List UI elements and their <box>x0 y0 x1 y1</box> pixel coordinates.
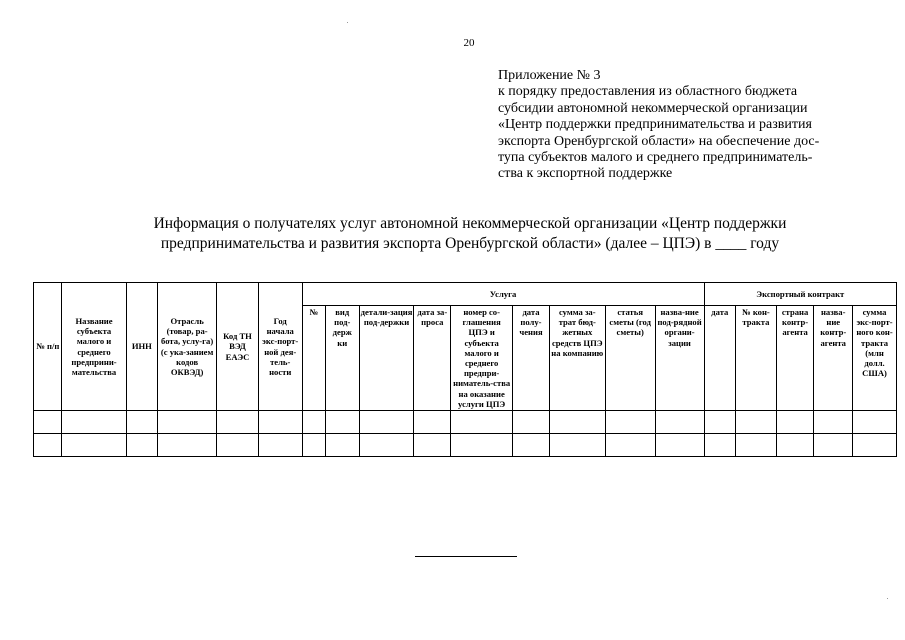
table-cell <box>513 434 550 457</box>
header-counterparty-name: назва-ние контр-агента <box>814 306 853 411</box>
table-cell <box>513 411 550 434</box>
table-cell <box>549 411 605 434</box>
header-budget-item: статья сметы (год сметы) <box>605 306 655 411</box>
table-cell <box>62 411 126 434</box>
table-cell <box>414 434 451 457</box>
header-request-date: дата за-проса <box>414 306 451 411</box>
header-receipt-date: дата полу-чения <box>513 306 550 411</box>
header-service-number: № <box>302 306 325 411</box>
header-tn-ved: Код ТН ВЭД ЕАЭС <box>217 283 259 411</box>
table-cell <box>655 411 704 434</box>
scan-speck <box>347 22 348 23</box>
header-subject-name: Название субъекта малого и среднего предприни-мательства <box>62 283 126 411</box>
table-cell <box>776 411 814 434</box>
header-contract-amount: сумма экс-порт-ного кон-тракта (млн долл. США) <box>853 306 897 411</box>
appendix-line: ства к экспортной поддержке <box>498 166 673 182</box>
table-cell <box>655 434 704 457</box>
appendix-line: «Центр поддержки предпринимательства и развития <box>498 117 812 133</box>
scan-speck <box>887 598 888 599</box>
table-cell <box>158 434 217 457</box>
table-cell <box>34 434 62 457</box>
table-cell <box>704 411 736 434</box>
table-cell <box>34 411 62 434</box>
table-cell <box>158 411 217 434</box>
table-cell <box>258 411 302 434</box>
table-cell <box>451 434 513 457</box>
appendix-line: Приложение № 3 <box>498 68 601 83</box>
appendix-line: экспорта Оренбургской области» на обеспечение дос- <box>498 133 820 149</box>
table-cell <box>359 434 414 457</box>
table-cell <box>325 434 359 457</box>
table-cell <box>325 411 359 434</box>
table-cell <box>605 434 655 457</box>
header-support-detail: детали-зация под-держки <box>359 306 414 411</box>
recipients-table <box>33 282 897 457</box>
header-group-service: Услуга <box>302 283 704 306</box>
table-cell <box>414 411 451 434</box>
footer-divider <box>415 556 517 557</box>
table-cell <box>126 434 158 457</box>
header-support-type: вид под-держ ки <box>325 306 359 411</box>
table-cell <box>605 411 655 434</box>
table-cell <box>126 411 158 434</box>
table-cell <box>814 411 853 434</box>
header-contract-date: дата <box>704 306 736 411</box>
table-cell <box>549 434 605 457</box>
header-contractor-name: назва-ние под-рядной органи-зации <box>655 306 704 411</box>
header-budget-amount: сумма за-трат бюд-жетных средств ЦПЭ на компанию <box>549 306 605 411</box>
table-cell <box>736 434 777 457</box>
appendix-line: субсидии автономной некоммерческой организации <box>498 100 808 116</box>
header-pp: № п/п <box>34 283 62 411</box>
table-row <box>34 411 897 434</box>
header-counterparty-country: страна контр-агента <box>776 306 814 411</box>
table-cell <box>736 411 777 434</box>
table-cell <box>853 411 897 434</box>
header-agreement-number: номер со-глашения ЦПЭ и субъекта малого и среднего предпри-ниматель-ства на оказание услуги ЦПЭ <box>451 306 513 411</box>
table-cell <box>302 434 325 457</box>
header-inn: ИНН <box>126 283 158 411</box>
appendix-line: тупа субъектов малого и среднего предприниматель- <box>498 150 813 166</box>
header-group-export-contract: Экспортный контракт <box>704 283 896 306</box>
appendix-note <box>498 68 878 183</box>
table-cell <box>217 434 259 457</box>
header-export-start-year: Год начала экс-порт-ной дея-тель-ности <box>258 283 302 411</box>
table-cell <box>853 434 897 457</box>
page-number: 20 <box>463 37 475 49</box>
table-cell <box>814 434 853 457</box>
document-title <box>120 214 820 254</box>
table-cell <box>451 411 513 434</box>
title-line-1: Информация о получателях услуг автономной некоммерческой организации «Центр поддержки <box>153 215 787 232</box>
table-cell <box>776 434 814 457</box>
header-industry: Отрасль (товар, ра-бота, услу-га) (с ука-занием кодов ОКВЭД) <box>158 283 217 411</box>
table-cell <box>704 434 736 457</box>
appendix-line: к порядку предоставления из областного бюджета <box>498 84 798 100</box>
table-cell <box>258 434 302 457</box>
title-line-2: предпринимательства и развития экспорта Оренбургской области» (далее – ЦПЭ) в ____ году <box>160 235 780 252</box>
header-contract-number: № кон-тракта <box>736 306 777 411</box>
table-row <box>34 434 897 457</box>
table-cell <box>217 411 259 434</box>
table-cell <box>359 411 414 434</box>
table-cell <box>62 434 126 457</box>
table-cell <box>302 411 325 434</box>
